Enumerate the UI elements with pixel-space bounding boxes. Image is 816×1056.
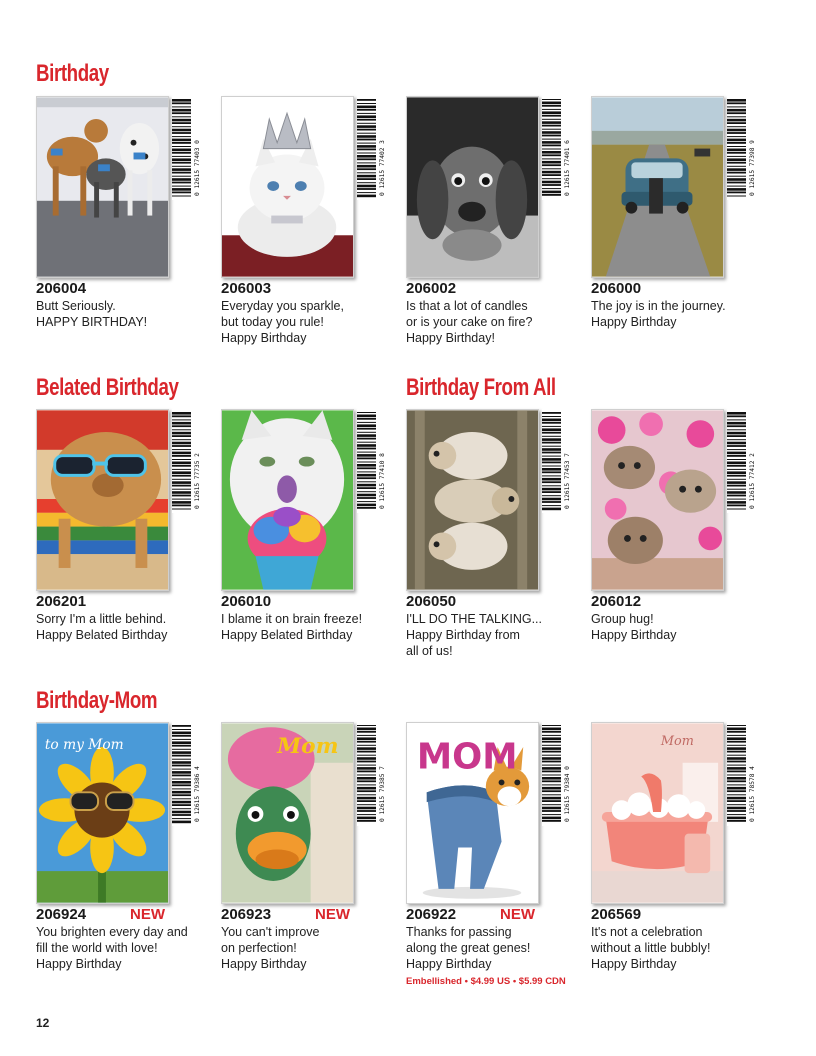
card-cover-text: Mom [660, 734, 694, 750]
sku: 206923 [221, 906, 272, 923]
page-number: 12 [36, 1016, 50, 1030]
card-description: Butt Seriously. HAPPY BIRTHDAY! [36, 299, 148, 329]
card-cover-text: to my Mom [44, 736, 124, 753]
barcode-number: 0 12615 79385 7 [379, 766, 386, 822]
section-title-birthday-mom: Birthday-Mom [36, 687, 158, 714]
section-title-birthday: Birthday [36, 60, 109, 87]
new-badge: NEW [315, 906, 350, 923]
barcode [357, 409, 387, 513]
sku: 206000 [591, 280, 642, 297]
barcode-number: 0 12615 78578 4 [749, 766, 756, 822]
card-image-dogs-with-name-tags [36, 96, 169, 278]
barcode [542, 409, 572, 513]
section-title-birthday-from-all: Birthday From All [406, 374, 556, 401]
card-image-kittens-with-flowers [591, 409, 724, 591]
barcode-number: 0 12615 77402 3 [379, 140, 386, 196]
barcode-number: 0 12615 77735 2 [194, 453, 201, 509]
sku: 206003 [221, 280, 272, 297]
barcode-number: 0 12615 77453 7 [564, 453, 571, 509]
card-image-dog-behind-sunglasses [36, 409, 169, 591]
card-image-white-cat-with-crown [221, 96, 354, 278]
barcode [727, 722, 757, 826]
section-title-belated-birthday: Belated Birthday [36, 374, 179, 401]
card-description: Thanks for passing along the great genes! Happy Birthday [406, 925, 531, 971]
barcode-number: 0 12615 79386 4 [194, 766, 201, 822]
card-description: The joy is in the journey. Happy Birthday [591, 299, 726, 329]
barcode [172, 96, 202, 200]
card-image-corgi-in-jeans [406, 722, 539, 904]
card-description: Everyday you sparkle, but today you rule! Happy Birthday [221, 299, 344, 345]
barcode [727, 409, 757, 513]
barcode [357, 722, 387, 826]
card-cover-text: MOM [416, 736, 518, 778]
card-image-worried-puppy [406, 96, 539, 278]
card-image-bulldogs-on-bench [406, 409, 539, 591]
sku: 206012 [591, 593, 642, 610]
barcode-number: 0 12615 77412 2 [749, 453, 756, 509]
card-description: I blame it on brain freeze! Happy Belated Birthday [221, 612, 363, 642]
sku: 206002 [406, 280, 457, 297]
barcode [542, 96, 572, 200]
card-description: I'LL DO THE TALKING... Happy Birthday from all of us! [406, 612, 542, 658]
sku: 206201 [36, 593, 87, 610]
sku: 206010 [221, 593, 272, 610]
barcode-number: 0 12615 77401 6 [564, 140, 571, 196]
card-cover-text: Mom [277, 733, 339, 759]
new-badge: NEW [500, 906, 535, 923]
barcode [727, 96, 757, 200]
sku: 206004 [36, 280, 87, 297]
card-image-duck-towel-turban [221, 722, 354, 904]
sku: 206569 [591, 906, 642, 923]
sku: 206922 [406, 906, 457, 923]
card-description: It's not a celebration without a little bubbly! Happy Birthday [591, 925, 711, 971]
barcode-number: 0 12615 77403 0 [194, 140, 201, 196]
card-image-sunflower-sunglasses [36, 722, 169, 904]
sku: 206924 [36, 906, 87, 923]
card-description: Group hug! Happy Birthday [591, 612, 677, 642]
embellished-price-note: Embellished • $4.99 US • $5.99 CDN [406, 976, 566, 987]
barcode [542, 722, 572, 826]
card-image-cat-snow-cone [221, 409, 354, 591]
barcode [172, 722, 202, 826]
new-badge: NEW [130, 906, 165, 923]
barcode [357, 96, 387, 200]
card-description: Sorry I'm a little behind. Happy Belated Birthday [36, 612, 168, 642]
card-description: Is that a lot of candles or is your cake on fire? Happy Birthday! [406, 299, 533, 345]
card-image-flamingo-bubble-bath [591, 722, 724, 904]
card-description: You brighten every day and fill the world with love! Happy Birthday [36, 925, 188, 971]
sku: 206050 [406, 593, 457, 610]
card-image-vintage-car-road [591, 96, 724, 278]
barcode-number: 0 12615 77398 9 [749, 140, 756, 196]
barcode-number: 0 12615 77410 8 [379, 453, 386, 509]
barcode-number: 0 12615 79384 0 [564, 766, 571, 822]
barcode [172, 409, 202, 513]
card-description: You can't improve on perfection! Happy Birthday [221, 925, 320, 971]
